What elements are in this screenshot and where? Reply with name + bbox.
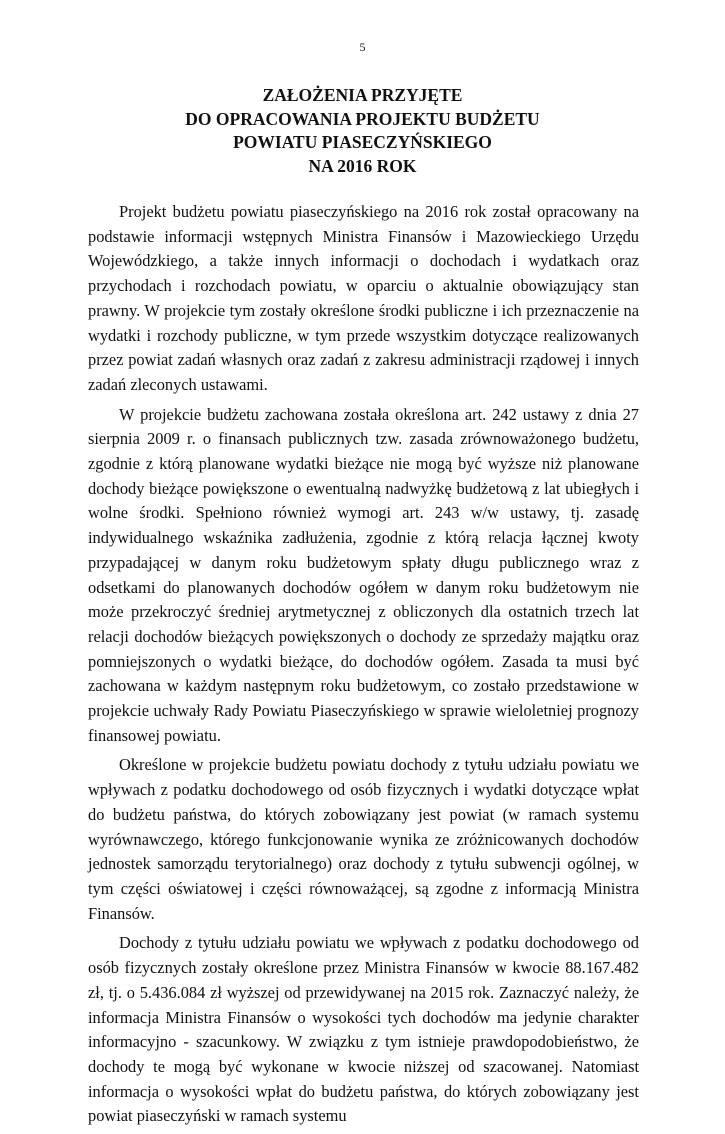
page-number: 5 <box>359 40 366 54</box>
paragraph-2: W projekcie budżetu zachowana została określona art. 242 ustawy z dnia 27 sierpnia 2009 r. o finansach publicznych tzw. zasada zrównoważonego budżetu, zgodnie z którą planowane wydatki bieżące nie mogą być wyższe niż planowane dochody bieżące powiększone o ewentualną nadwyżkę budżetową z lat ubiegłych i wolne środki. Spełniono również wymogi art. 243 w/w ustawy, tj. zasadę indywidualnego wskaźnika zadłużenia, zgodnie z którą relacja łącznej kwoty przypadającej w danym roku budżetowym spłaty długu publicznego wraz z odsetkami do planowanych dochodów ogółem w danym roku budżetowym nie może przekroczyć średniej arytmetycznej z obliczonych dla ostatnich trzech lat relacji dochodów bieżących powiększonych o dochody ze sprzedaży majątku oraz pomniejszonych o wydatki bieżące, do dochodów ogółem. Zasada ta musi być zachowana w każdym następnym roku budżetowym, co zostało przedstawione w projekcie uchwały Rady Powiatu Piaseczyńskiego w sprawie wieloletniej prognozy finansowej powiatu. <box>88 404 639 745</box>
paragraph-1: Projekt budżetu powiatu piaseczyńskiego na 2016 rok został opracowany na podstawie informacji wstępnych Ministra Finansów i Mazowieckiego Urzędu Wojewódzkiego, a także innych informacji o dochodach i wydatkach oraz przychodach i rozchodach powiatu, w oparciu o aktualnie obowiązujący stan prawny. W projekcie tym zostały określone środki publiczne i ich przeznaczenie na wydatki i rozchody publiczne, w tym przede wszystkim dotyczące realizowanych przez powiat zadań własnych oraz zadań z zakresu administracji rządowej i innych zadań zleconych ustawami. <box>88 202 639 394</box>
document-body <box>88 200 639 1134</box>
paragraph-4: Dochody z tytułu udziału powiatu we wpływach z podatku dochodowego od osób fizycznych zostały określone przez Ministra Finansów w kwocie 88.167.482 zł, tj. o 5.436.084 zł wyższej od przewidywanej na 2015 rok. Zaznaczyć należy, że informacja Ministra Finansów o wysokości tych dochodów ma jedynie charakter informacyjno - szacunkowy. W związku z tym istnieje prawdopodobieństwo, że dochody te mogą być wykonane w kwocie niższej od szacowanej. Natomiast informacja o wysokości wpłat do budżetu państwa, do których zobowiązany jest powiat piaseczyński w ramach systemu <box>88 933 639 1126</box>
title-line-1: ZAŁOŻENIA PRZYJĘTE <box>262 85 463 105</box>
title-line-3: POWIATU PIASECZYŃSKIEGO <box>233 132 492 152</box>
document-title <box>90 84 635 178</box>
title-line-2: DO OPRACOWANIA PROJEKTU BUDŻETU <box>185 108 540 129</box>
paragraph-3: Określone w projekcie budżetu powiatu dochody z tytułu udziału powiatu we wpływach z podatku dochodowego od osób fizycznych i wydatki dotyczące wpłat do budżetu państwa, do których zobowiązany jest powiat (w ramach systemu wyrównawczego, którego funkcjonowanie wynika ze zróżnicowanych dochodów jednostek samorządu terytorialnego) oraz dochody z tytułu subwencji ogólnej, w tym części oświatowej i części równoważącej, są zgodne z informacją Ministra Finansów. <box>88 755 639 923</box>
title-line-4: NA 2016 ROK <box>308 155 417 176</box>
